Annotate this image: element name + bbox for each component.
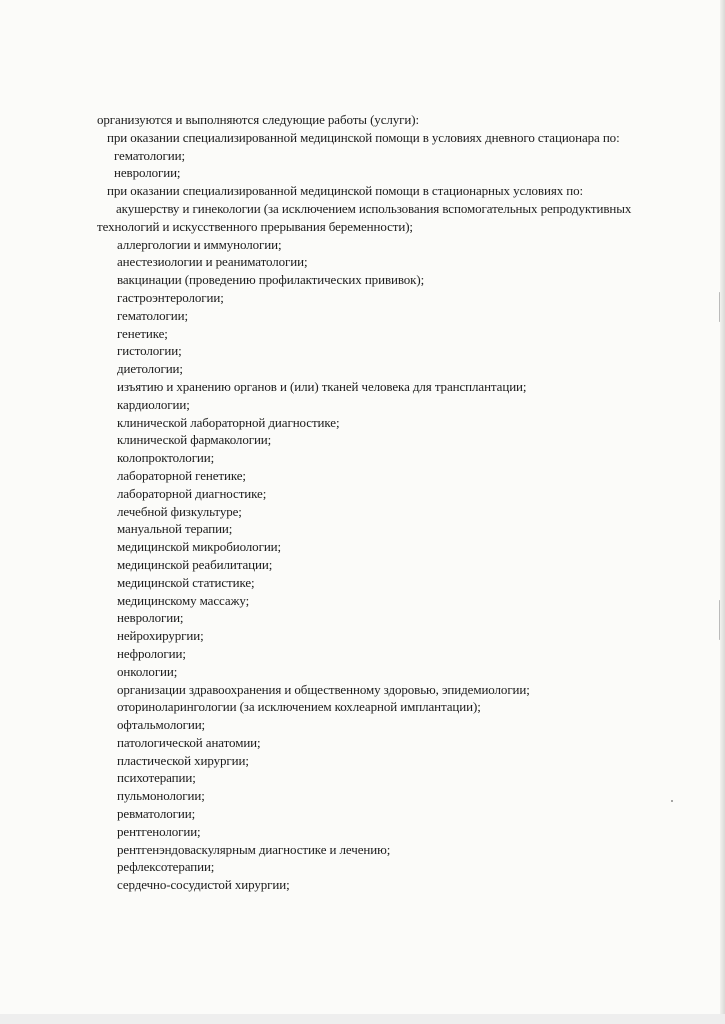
list-item: нефрологии; xyxy=(117,645,186,661)
list-item: вакцинации (проведению профилактических прививок); xyxy=(117,272,425,288)
list-item: организации здравоохранения и общественному здоровью, эпидемиологии; xyxy=(117,681,530,697)
list-item: онкологии; xyxy=(117,663,178,679)
list-item: пульмонологии; xyxy=(117,788,205,804)
list-item: рентгенэндоваскулярным диагностике и лечению; xyxy=(117,841,391,857)
list-item: неврологии; xyxy=(114,165,181,181)
intro-line: организуются и выполняются следующие работы (услуги): xyxy=(97,112,419,127)
list-item: изъятию и хранению органов и (или) тканей человека для трансплантации; xyxy=(117,378,527,394)
list-item: рефлексотерапии; xyxy=(117,859,215,875)
list-item: нейрохирургии; xyxy=(117,628,204,644)
list-item: анестезиологии и реаниматологии; xyxy=(117,254,308,270)
list-item: офтальмологии; xyxy=(117,717,206,733)
list-item: колопроктологии; xyxy=(117,450,215,466)
list-item: лабораторной генетике; xyxy=(117,467,246,483)
list-item-continuation: технологий и искусственного прерывания беременности); xyxy=(97,218,413,234)
list-item: клинической лабораторной диагностике; xyxy=(117,414,340,430)
list-item: гематологии; xyxy=(114,147,185,163)
list-item: гематологии; xyxy=(117,307,188,323)
list-item: медицинской микробиологии; xyxy=(117,539,282,555)
list-item: оториноларингологии (за исключением кохлеарной имплантации); xyxy=(117,699,481,715)
list-item: генетике; xyxy=(117,325,168,341)
inpatient-heading: при оказании специализированной медицинской помощи в стационарных условиях по: xyxy=(107,183,584,199)
document-text xyxy=(0,111,725,894)
list-item: лечебной физкультуре; xyxy=(117,503,242,519)
list-item: патологической анатомии; xyxy=(117,734,261,750)
list-item: психотерапии; xyxy=(117,770,196,786)
list-item: медицинскому массажу; xyxy=(117,592,250,608)
inpatient-list xyxy=(0,236,725,894)
list-item: мануальной терапии; xyxy=(117,521,233,537)
list-item: аллергологии и иммунологии; xyxy=(117,236,282,252)
list-item: сердечно-сосудистой хирургии; xyxy=(117,877,290,893)
list-item: клинической фармакологии; xyxy=(117,432,272,448)
list-item: лабораторной диагностике; xyxy=(117,485,267,501)
list-item: пластической хирургии; xyxy=(117,752,249,768)
list-item: гистологии; xyxy=(117,343,182,359)
list-item: диетологии; xyxy=(117,361,183,377)
list-item: акушерству и гинекологии (за исключением использования вспомогательных репродуктивных xyxy=(116,200,632,216)
list-item: кардиологии; xyxy=(117,396,190,412)
list-item: рентгенологии; xyxy=(117,823,201,839)
list-item: ревматологии; xyxy=(117,806,196,822)
list-item: медицинской статистике; xyxy=(117,574,255,590)
list-item: неврологии; xyxy=(117,610,184,626)
scan-edge-bottom xyxy=(0,1014,725,1024)
list-item: медицинской реабилитации; xyxy=(117,556,273,572)
list-item: гастроэнтерологии; xyxy=(117,289,224,305)
day-hospital-heading: при оказании специализированной медицинской помощи в условиях дневного стационара по: xyxy=(107,129,620,145)
